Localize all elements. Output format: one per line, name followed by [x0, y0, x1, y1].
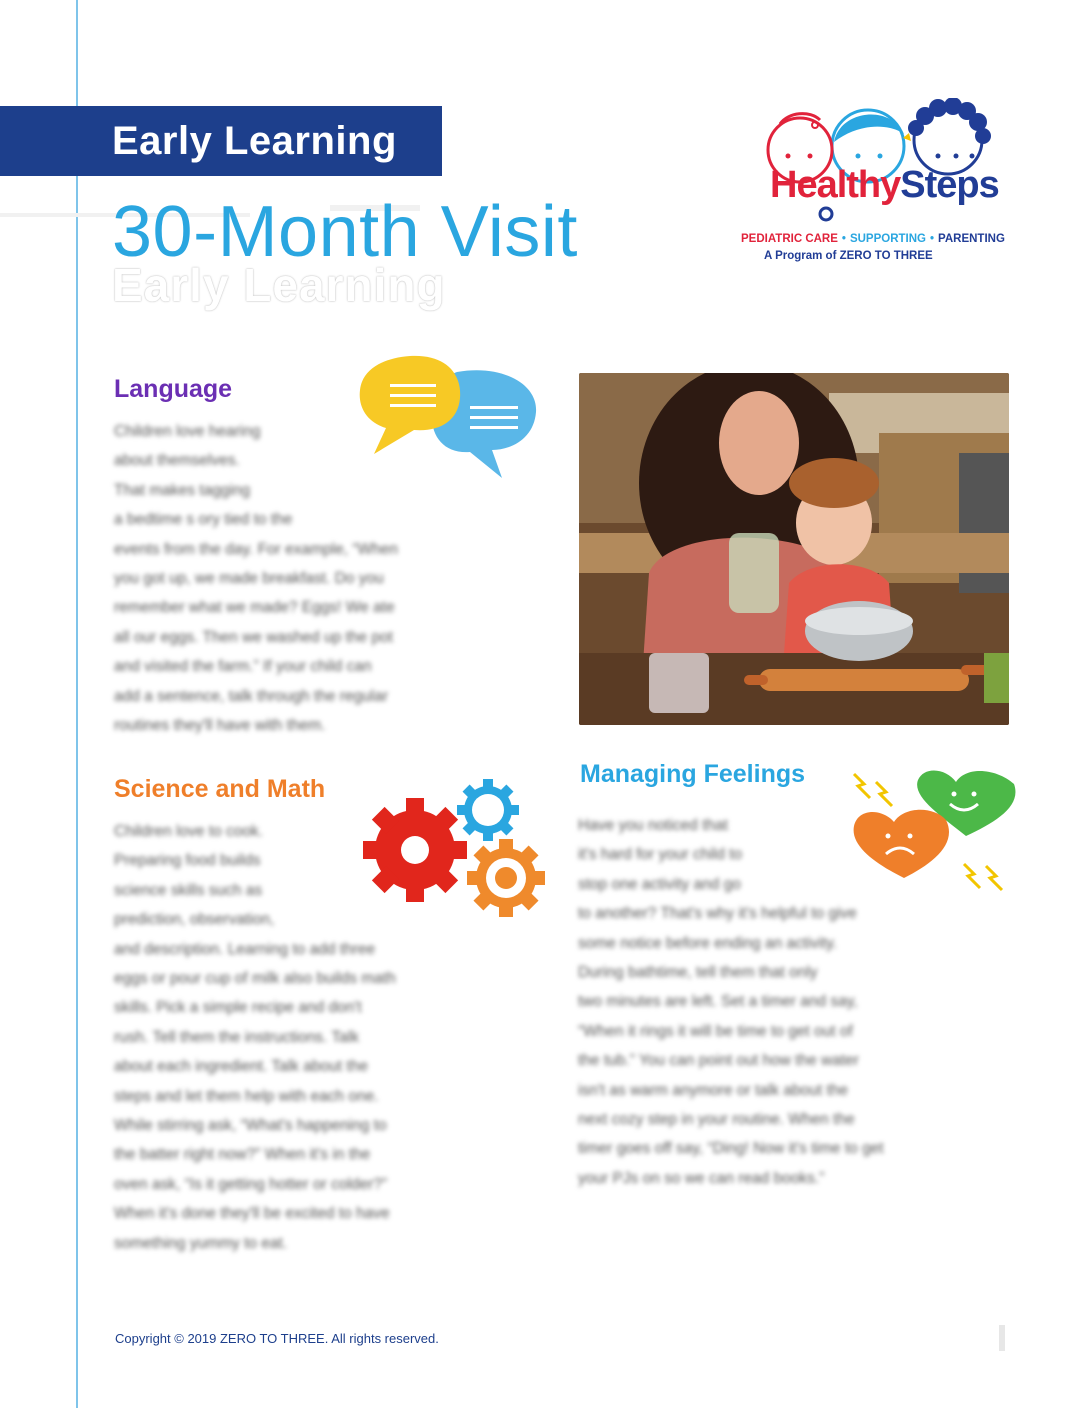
paragraph-line: you got up, we made breakfast. Do you	[114, 570, 384, 588]
tagline-separator: •	[841, 233, 846, 245]
paragraph-line: some notice before ending an activity.	[578, 934, 838, 952]
paragraph-line: timer goes off say, “Ding! Now it's time to get	[578, 1140, 884, 1158]
tagline-supporting: SUPPORTING	[849, 233, 926, 245]
copyright-footer: Copyright © 2019 ZERO TO THREE. All rights reserved.	[115, 1331, 439, 1346]
paragraph-line: events from the day. For example, “When	[114, 540, 398, 558]
paragraph-line: stop one activity and go	[578, 875, 741, 893]
tagline-separator: •	[929, 233, 935, 245]
mother-daughter-baking-photo	[579, 373, 1009, 725]
page-title: 30-Month Visit	[112, 192, 578, 272]
page-number-mark	[999, 1325, 1005, 1351]
paragraph-line: it's hard for your child to	[578, 846, 743, 864]
science-math-heading: Science and Math	[114, 775, 326, 803]
paragraph-line: isn't as warm anymore or talk about the	[578, 1081, 849, 1099]
paragraph-line: routines they'll have with them.	[114, 717, 326, 735]
ghost-title: Early Learning	[112, 259, 446, 311]
paragraph-line: While stirring ask, “What's happening to	[114, 1117, 387, 1135]
paragraph-line: “When it rings it will be time to get out of	[578, 1022, 853, 1040]
paragraph-line: rush. Tell them the instructions. Talk	[114, 1028, 359, 1046]
paragraph-line: When it's done they'll be excited to have	[114, 1205, 390, 1223]
logo-tagline	[741, 233, 1005, 245]
paragraph-line: science skills such as	[114, 881, 263, 899]
paragraph-line: two minutes are left. Set a timer and say,	[578, 993, 858, 1011]
paragraph-line: the tub.” You can point out how the water	[578, 1052, 859, 1070]
tagline-pediatric-care: PEDIATRIC CARE	[741, 233, 838, 245]
paragraph-line: oven ask, “Is it getting hotter or colder?”	[114, 1175, 388, 1193]
language-heading: Language	[114, 375, 233, 403]
logo-wordmark	[770, 164, 999, 207]
paragraph-line: about themselves.	[114, 452, 240, 470]
paragraph-line: That makes tagging	[114, 481, 251, 499]
paragraph-line: your PJs on so we can read books.”	[578, 1169, 825, 1187]
science-math-paragraph	[114, 817, 544, 1258]
paragraph-line: eggs or pour cup of milk also builds math	[114, 970, 396, 988]
paragraph-line: steps and let them help with each one.	[114, 1087, 379, 1105]
managing-feelings-heading: Managing Feelings	[580, 760, 806, 788]
paragraph-line: Children love hearing	[114, 423, 261, 440]
paragraph-line: remember what we made? Eggs! We ate	[114, 599, 395, 617]
logo-word-healthy: Healthy	[770, 164, 901, 206]
paragraph-line: to another? That's why it's helpful to give	[578, 905, 857, 923]
paragraph-line: Preparing food builds	[114, 852, 261, 870]
language-paragraph	[114, 417, 544, 740]
section-banner: Early Learning	[0, 106, 442, 176]
paragraph-line: and visited the farm.” If your child can	[114, 658, 372, 676]
managing-feelings-paragraph	[578, 811, 1008, 1193]
paragraph-line: add a sentence, talk through the regular	[114, 687, 389, 705]
logo-word-steps: Steps	[900, 164, 999, 206]
paragraph-line: and description. Learning to add three	[114, 940, 376, 958]
paragraph-line: During bathtime, tell them that only	[578, 964, 818, 982]
tagline-parenting: PARENTING	[938, 233, 1005, 245]
paragraph-line: something yummy to eat.	[114, 1234, 288, 1252]
paragraph-line: the batter right now?” When it's in the	[114, 1146, 371, 1164]
paragraph-line: skills. Pick a simple recipe and don't	[114, 999, 362, 1017]
logo-program-line: A Program of ZERO TO THREE	[764, 250, 933, 262]
paragraph-line: prediction, observation,	[114, 911, 275, 929]
paragraph-line: Children love to cook.	[114, 823, 264, 840]
paragraph-line: about each ingredient. Talk about the	[114, 1058, 368, 1076]
paragraph-line: a bedtime s ory tied to the	[114, 511, 293, 529]
paragraph-line: next cozy step in your routine. When the	[578, 1111, 855, 1129]
page-margin-line	[76, 0, 78, 1408]
paragraph-line: Have you noticed that	[578, 817, 728, 834]
paragraph-line: all our eggs. Then we washed up the pot	[114, 628, 393, 646]
